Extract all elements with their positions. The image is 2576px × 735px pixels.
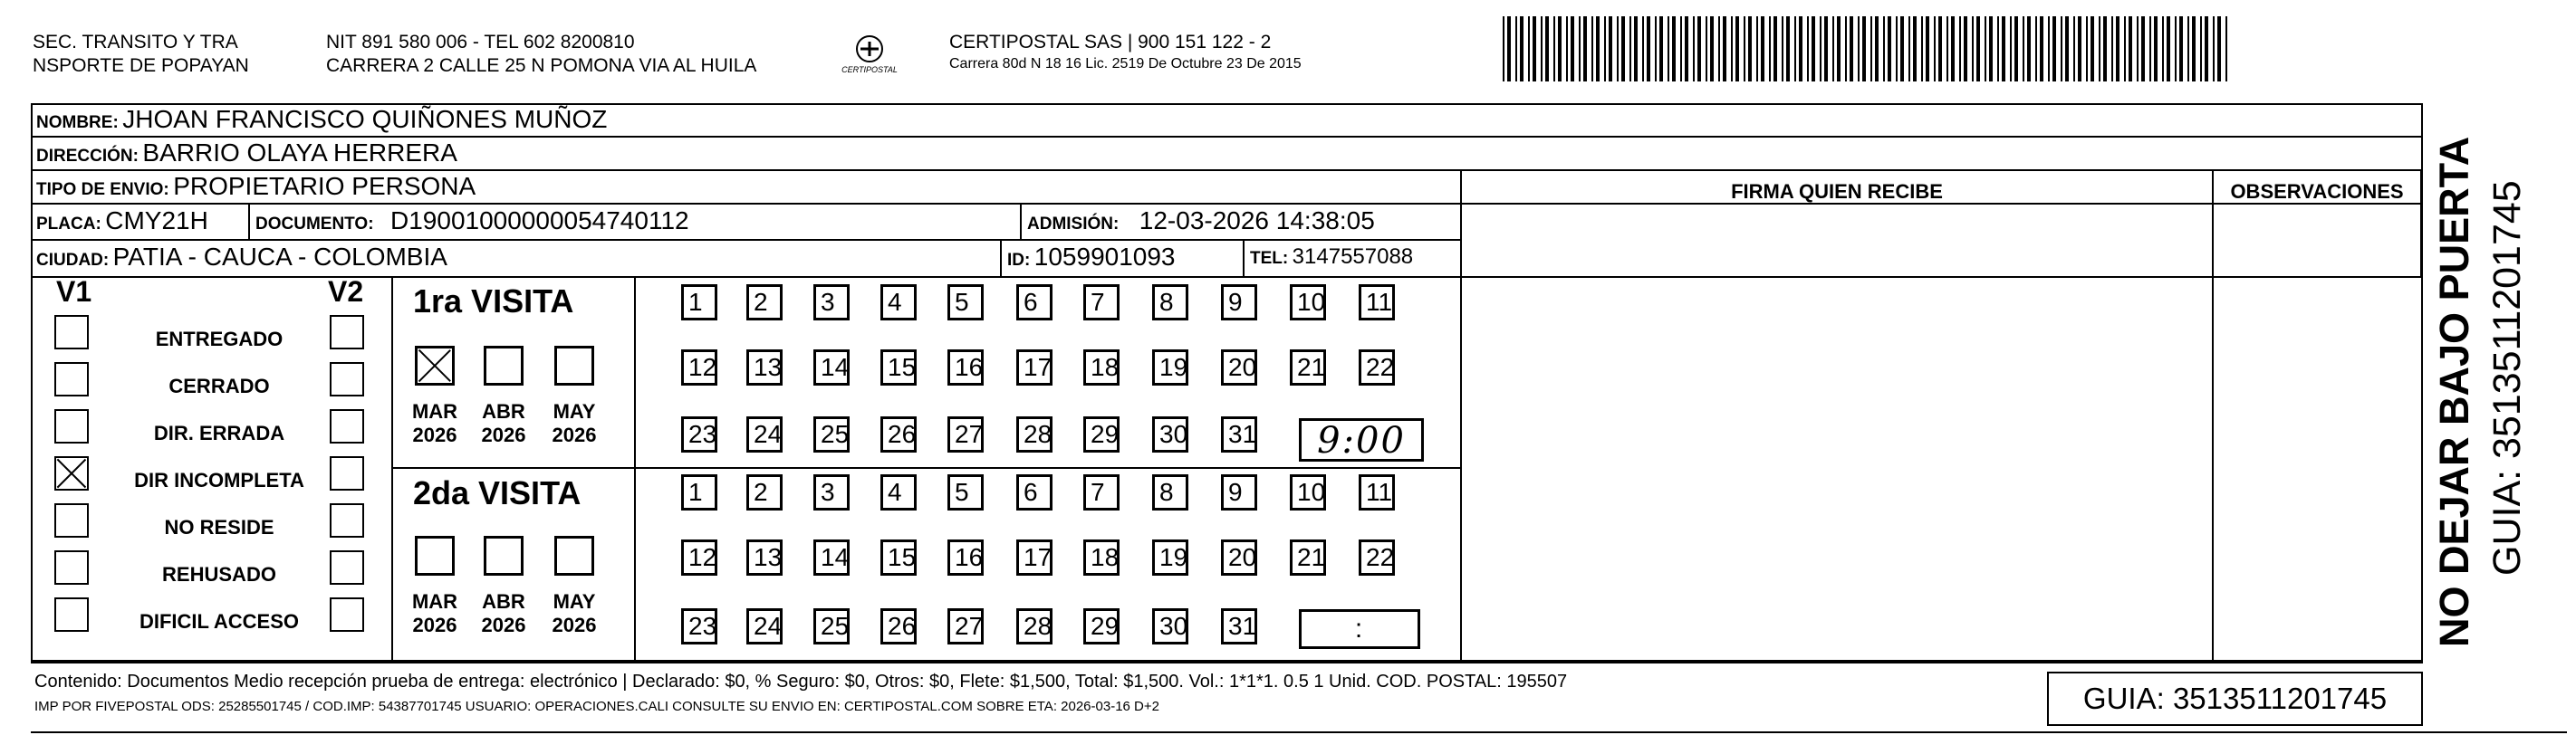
barcode-bar	[1629, 16, 1631, 81]
v2-header: V2	[328, 275, 364, 308]
barcode-bar	[1921, 16, 1923, 81]
direccion-label: DIRECCIÓN:	[36, 147, 139, 166]
barcode-bar	[2052, 16, 2056, 81]
barcode-bar	[1858, 16, 1860, 81]
barcode-bar	[2205, 16, 2208, 81]
second-day-box[interactable]: 6	[1016, 474, 1053, 511]
first-month-label: ABR 2026	[481, 400, 526, 446]
barcode-bar	[1888, 16, 1891, 81]
placa-field	[36, 205, 208, 242]
first-day-box[interactable]: 3	[813, 284, 850, 320]
second-day-box[interactable]: 2	[746, 474, 783, 511]
first-day-box[interactable]: 21	[1290, 349, 1326, 386]
second-day-box[interactable]: 12	[681, 539, 717, 576]
barcode-bar	[2014, 16, 2018, 81]
barcode-bar	[2175, 16, 2177, 81]
barcode-bar	[1883, 16, 1885, 81]
second-day-box[interactable]: 22	[1359, 539, 1395, 576]
second-day-box[interactable]: 27	[947, 608, 984, 644]
barcode-bar	[1558, 16, 1562, 81]
barcode-bar	[1850, 16, 1853, 81]
second-day-box[interactable]: 8	[1152, 474, 1188, 511]
tel-label: TEL:	[1250, 249, 1289, 268]
logo-text: CERTIPOSTAL	[841, 65, 898, 74]
courier-license: Carrera 80d N 18 16 Lic. 2519 De Octubre 23 De 2015	[949, 56, 1302, 72]
barcode-bar	[1837, 16, 1841, 81]
barcode-bar	[1989, 16, 1993, 81]
second-month-checkbox[interactable]	[415, 536, 455, 576]
barcode-bar	[1515, 16, 1517, 81]
first-month-label: MAY 2026	[552, 400, 597, 446]
barcode-bar	[1642, 16, 1644, 81]
barcode-bar	[1748, 16, 1752, 81]
barcode-bar	[1959, 16, 1961, 81]
second-day-box[interactable]: 20	[1221, 539, 1257, 576]
reason-label: ENTREGADO	[155, 328, 284, 350]
admision-label: ADMISIÓN:	[1027, 215, 1120, 234]
second-month-label: MAR 2026	[411, 590, 458, 636]
reason-label: CERRADO	[168, 375, 270, 397]
barcode-bar	[1824, 16, 1828, 81]
first-day-box[interactable]: 5	[947, 284, 984, 320]
guia-box	[2047, 672, 2423, 726]
first-month-label: MAR 2026	[411, 400, 458, 446]
second-day-box[interactable]: 28	[1016, 608, 1053, 644]
documento-value: D19001000000054740112	[390, 206, 689, 234]
barcode-bar	[1896, 16, 1898, 81]
sender-address-line: CARRERA 2 CALLE 25 N POMONA VIA AL HUILA	[326, 55, 757, 76]
barcode-bar	[2023, 16, 2024, 81]
barcode-bar	[2213, 16, 2215, 81]
id-field	[1007, 241, 1176, 278]
documento-label: DOCUMENTO:	[255, 215, 374, 234]
barcode-bar	[1706, 16, 1707, 81]
first-month-checkbox[interactable]	[554, 346, 594, 386]
barcode-bar	[1731, 16, 1733, 81]
first-day-box[interactable]: 4	[880, 284, 917, 320]
tipo-envio-value: PROPIETARIO PERSONA	[173, 172, 476, 200]
first-day-box[interactable]: 26	[880, 416, 917, 453]
barcode-bar	[1710, 16, 1714, 81]
first-day-box[interactable]: 16	[947, 349, 984, 386]
barcode-bar	[2091, 16, 2094, 81]
barcode-bar	[1782, 16, 1783, 81]
barcode-bar	[1591, 16, 1593, 81]
v2-checkbox[interactable]	[330, 503, 364, 538]
barcode-bar	[2124, 16, 2126, 81]
nombre-field	[36, 103, 607, 140]
ciudad-label: CIUDAD:	[36, 251, 110, 270]
barcode-bar	[2027, 16, 2031, 81]
barcode-bar	[1634, 16, 1638, 81]
first-day-box[interactable]: 29	[1083, 416, 1120, 453]
first-day-box[interactable]: 2	[746, 284, 783, 320]
barcode-bar	[2154, 16, 2158, 81]
second-day-box[interactable]: 14	[813, 539, 850, 576]
barcode-bar	[2141, 16, 2145, 81]
barcode-bar	[1723, 16, 1726, 81]
barcode-bar	[1680, 16, 1682, 81]
barcode	[1499, 16, 2233, 81]
barcode-bar	[2099, 16, 2100, 81]
ciudad-value: PATIA - CAUCA - COLOMBIA	[112, 243, 447, 271]
barcode-bar	[1520, 16, 1523, 81]
barcode-bar	[2073, 16, 2075, 81]
second-day-box[interactable]: 5	[947, 474, 984, 511]
barcode-bar	[2078, 16, 2081, 81]
second-day-box[interactable]: 1	[681, 474, 717, 511]
footer-imp: IMP POR FIVEPOSTAL ODS: 25285501745 / COD.IMP: 54387701745 USUARIO: OPERACIONES.CALI CONSULTE SU ENVIO EN: CERTIPOSTAL.COM SOBRE ETA: 2026-03-16 D+2	[34, 699, 1159, 714]
barcode-bar	[1756, 16, 1758, 81]
v1-checkbox[interactable]	[54, 550, 89, 585]
barcode-bar	[1609, 16, 1612, 81]
barcode-bar	[1571, 16, 1574, 81]
first-day-box[interactable]: 10	[1290, 284, 1326, 320]
v1-checkbox[interactable]	[54, 503, 89, 538]
barcode-bar	[2061, 16, 2062, 81]
second-day-box[interactable]: 25	[813, 608, 850, 644]
v2-checkbox[interactable]	[330, 597, 364, 632]
barcode-bar	[1596, 16, 1600, 81]
first-day-box[interactable]: 28	[1016, 416, 1053, 453]
second-day-box[interactable]: 7	[1083, 474, 1120, 511]
barcode-bar	[2040, 16, 2043, 81]
barcode-bar	[1685, 16, 1688, 81]
barcode-bar	[2065, 16, 2069, 81]
barcode-bar	[2116, 16, 2119, 81]
second-day-box[interactable]: 13	[746, 539, 783, 576]
first-day-box[interactable]: 24	[746, 416, 783, 453]
barcode-bar	[1972, 16, 1974, 81]
first-day-box[interactable]: 25	[813, 416, 850, 453]
id-value: 1059901093	[1033, 243, 1176, 271]
barcode-bar	[1621, 16, 1625, 81]
first-day-box[interactable]: 30	[1152, 416, 1188, 453]
first-day-box[interactable]: 31	[1221, 416, 1257, 453]
second-day-box[interactable]: 3	[813, 474, 850, 511]
barcode-bar	[2111, 16, 2113, 81]
barcode-bar	[2086, 16, 2088, 81]
first-day-box[interactable]: 14	[813, 349, 850, 386]
barcode-bar	[2200, 16, 2202, 81]
barcode-bar	[1579, 16, 1581, 81]
second-day-box[interactable]: 21	[1290, 539, 1326, 576]
barcode-bar	[1997, 16, 1999, 81]
barcode-bar	[2002, 16, 2005, 81]
barcode-bar	[1735, 16, 1739, 81]
reason-label: REHUSADO	[162, 563, 276, 586]
reason-label: DIFICIL ACCESO	[139, 610, 299, 633]
direccion-value: BARRIO OLAYA HERRERA	[142, 138, 457, 167]
second-day-box[interactable]: 11	[1359, 474, 1395, 511]
first-day-box[interactable]: 12	[681, 349, 717, 386]
guia-box-text: GUIA: 3513511201745	[2082, 682, 2388, 715]
first-visit-time[interactable]: 9:00	[1299, 418, 1424, 462]
firma-header: FIRMA QUIEN RECIBE	[1731, 180, 1943, 203]
barcode-bar	[1566, 16, 1568, 81]
v1-checkbox[interactable]	[54, 362, 89, 396]
barcode-bar	[1870, 16, 1872, 81]
second-day-box[interactable]: 9	[1221, 474, 1257, 511]
v2-checkbox[interactable]	[330, 456, 364, 491]
barcode-bar	[1786, 16, 1790, 81]
tipo-envio-field	[36, 170, 476, 207]
barcode-bar	[1541, 16, 1543, 81]
barcode-bar	[1744, 16, 1745, 81]
v1-checkbox[interactable]	[54, 315, 89, 349]
barcode-bar	[1647, 16, 1650, 81]
barcode-bar	[2010, 16, 2012, 81]
v2-checkbox[interactable]	[330, 550, 364, 585]
barcode-bar	[2162, 16, 2164, 81]
barcode-bar	[1951, 16, 1955, 81]
certipostal-logo	[833, 31, 906, 81]
second-day-box[interactable]: 18	[1083, 539, 1120, 576]
barcode-bar	[2129, 16, 2132, 81]
barcode-bar	[1934, 16, 1936, 81]
side-warning: NO DEJAR BAJO PUERTA	[2431, 136, 2477, 647]
barcode-bar	[2217, 16, 2221, 81]
v1-checkbox[interactable]	[54, 456, 89, 491]
barcode-bar	[2167, 16, 2170, 81]
side-guia: GUIA: 3513511201745	[2485, 180, 2529, 576]
second-month-checkbox[interactable]	[554, 536, 594, 576]
first-day-box[interactable]: 19	[1152, 349, 1188, 386]
barcode-bar	[2187, 16, 2189, 81]
v1-checkbox[interactable]	[54, 409, 89, 444]
barcode-bar	[2179, 16, 2183, 81]
barcode-bar	[1812, 16, 1815, 81]
barcode-bar	[1507, 16, 1511, 81]
barcode-bar	[1668, 16, 1669, 81]
second-day-box[interactable]: 24	[746, 608, 783, 644]
sender-org-line2: NSPORTE DE POPAYAN	[33, 55, 249, 76]
barcode-bar	[1985, 16, 1986, 81]
barcode-bar	[2192, 16, 2196, 81]
barcode-bar	[1926, 16, 1929, 81]
barcode-bar	[1617, 16, 1619, 81]
first-day-box[interactable]: 11	[1359, 284, 1395, 320]
barcode-bar	[1964, 16, 1967, 81]
first-day-box[interactable]: 18	[1083, 349, 1120, 386]
v1-checkbox[interactable]	[54, 597, 89, 632]
first-month-checkbox[interactable]	[484, 346, 524, 386]
barcode-bar	[1794, 16, 1796, 81]
barcode-bar	[1773, 16, 1777, 81]
barcode-bar	[1799, 16, 1802, 81]
second-day-box[interactable]: 30	[1152, 608, 1188, 644]
barcode-bar	[1503, 16, 1504, 81]
second-month-checkbox[interactable]	[484, 536, 524, 576]
second-day-box[interactable]: 17	[1016, 539, 1053, 576]
barcode-bar	[1845, 16, 1847, 81]
id-label: ID:	[1007, 251, 1031, 270]
barcode-bar	[1553, 16, 1555, 81]
barcode-bar	[1718, 16, 1720, 81]
ciudad-field	[36, 241, 447, 278]
second-day-box[interactable]: 19	[1152, 539, 1188, 576]
admision-field	[1027, 205, 1375, 242]
first-visit-title: 1ra VISITA	[413, 282, 574, 320]
sender-nit	[326, 31, 756, 78]
nombre-label: NOMBRE:	[36, 113, 119, 132]
reason-label: NO RESIDE	[164, 516, 274, 539]
courier-info	[949, 31, 1302, 74]
first-day-box[interactable]: 20	[1221, 349, 1257, 386]
v2-checkbox[interactable]	[330, 315, 364, 349]
second-day-box[interactable]: 10	[1290, 474, 1326, 511]
tipo-envio-label: TIPO DE ENVIO:	[36, 180, 169, 199]
first-day-box[interactable]: 15	[880, 349, 917, 386]
barcode-bar	[1832, 16, 1834, 81]
barcode-bar	[2048, 16, 2050, 81]
barcode-bar	[1583, 16, 1587, 81]
first-day-box[interactable]: 7	[1083, 284, 1120, 320]
barcode-bar	[2035, 16, 2037, 81]
barcode-bar	[1938, 16, 1942, 81]
reason-label: DIR. ERRADA	[153, 422, 285, 444]
nombre-value: JHOAN FRANCISCO QUIÑONES MUÑOZ	[122, 105, 608, 133]
barcode-bar	[1697, 16, 1701, 81]
barcode-bar	[1769, 16, 1771, 81]
barcode-bar	[1693, 16, 1695, 81]
barcode-bar	[2137, 16, 2139, 81]
courier-name: CERTIPOSTAL SAS | 900 151 122 - 2	[949, 32, 1272, 52]
first-day-box[interactable]: 6	[1016, 284, 1053, 320]
barcode-bar	[1761, 16, 1764, 81]
first-day-box[interactable]: 13	[746, 349, 783, 386]
barcode-bar	[1900, 16, 1904, 81]
v2-checkbox[interactable]	[330, 362, 364, 396]
sender-org-line1: SEC. TRANSITO Y TRA	[33, 32, 238, 52]
barcode-bar	[1913, 16, 1917, 81]
barcode-bar	[1655, 16, 1657, 81]
barcode-bar	[1604, 16, 1606, 81]
first-day-box[interactable]: 9	[1221, 284, 1257, 320]
barcode-bar	[1820, 16, 1821, 81]
barcode-bar	[1807, 16, 1809, 81]
second-day-box[interactable]: 4	[880, 474, 917, 511]
second-visit-title: 2da VISITA	[413, 474, 582, 511]
barcode-bar	[1946, 16, 1948, 81]
second-day-box[interactable]: 26	[880, 608, 917, 644]
observaciones-header: OBSERVACIONES	[2230, 180, 2404, 203]
v2-checkbox[interactable]	[330, 409, 364, 444]
barcode-bar	[2103, 16, 2107, 81]
first-day-box[interactable]: 8	[1152, 284, 1188, 320]
first-day-box[interactable]: 1	[681, 284, 717, 320]
v1-header: V1	[56, 275, 92, 308]
sender-nit-line1: NIT 891 580 006 - TEL 602 8200810	[326, 32, 635, 52]
barcode-bar	[2149, 16, 2151, 81]
direccion-field	[36, 137, 457, 174]
barcode-bar	[1862, 16, 1866, 81]
sender-org	[33, 31, 249, 78]
barcode-bar	[2225, 16, 2227, 81]
barcode-bar	[1545, 16, 1549, 81]
barcode-bar	[1659, 16, 1663, 81]
reason-label: DIR INCOMPLETA	[134, 469, 304, 492]
placa-value: CMY21H	[105, 206, 208, 234]
second-day-box[interactable]: 29	[1083, 608, 1120, 644]
first-day-box[interactable]: 27	[947, 416, 984, 453]
footer-contenido: Contenido: Documentos Medio recepción prueba de entrega: electrónico | Declarado: $0, % Seguro: $0, Otros: $0, Flete: $1,500, Total: $1,500. Vol.: 1*1*1. 0.5 1 Unid. COD. POSTAL: 195507	[34, 672, 1568, 692]
first-month-checkbox[interactable]	[415, 346, 455, 386]
first-day-box[interactable]: 17	[1016, 349, 1053, 386]
documento-field	[255, 205, 689, 242]
firma-signature-area[interactable]	[1462, 205, 2212, 661]
second-month-label: ABR 2026	[481, 590, 526, 636]
second-visit-time[interactable]: :	[1299, 609, 1420, 649]
barcode-bar	[1976, 16, 1980, 81]
first-day-box[interactable]: 22	[1359, 349, 1395, 386]
barcode-bar	[1875, 16, 1879, 81]
second-day-box[interactable]: 15	[880, 539, 917, 576]
observaciones-area[interactable]	[2214, 205, 2420, 661]
first-day-box[interactable]: 23	[681, 416, 717, 453]
barcode-bar	[1528, 16, 1530, 81]
tel-field	[1250, 241, 1413, 276]
barcode-bar	[1908, 16, 1910, 81]
placa-label: PLACA:	[36, 215, 101, 234]
barcode-bar	[1533, 16, 1536, 81]
barcode-bar	[1672, 16, 1676, 81]
second-day-box[interactable]: 23	[681, 608, 717, 644]
tel-value: 3147557088	[1292, 244, 1414, 269]
admision-value: 12-03-2026 14:38:05	[1139, 206, 1375, 234]
second-month-label: MAY 2026	[552, 590, 597, 636]
second-day-box[interactable]: 31	[1221, 608, 1257, 644]
second-day-box[interactable]: 16	[947, 539, 984, 576]
